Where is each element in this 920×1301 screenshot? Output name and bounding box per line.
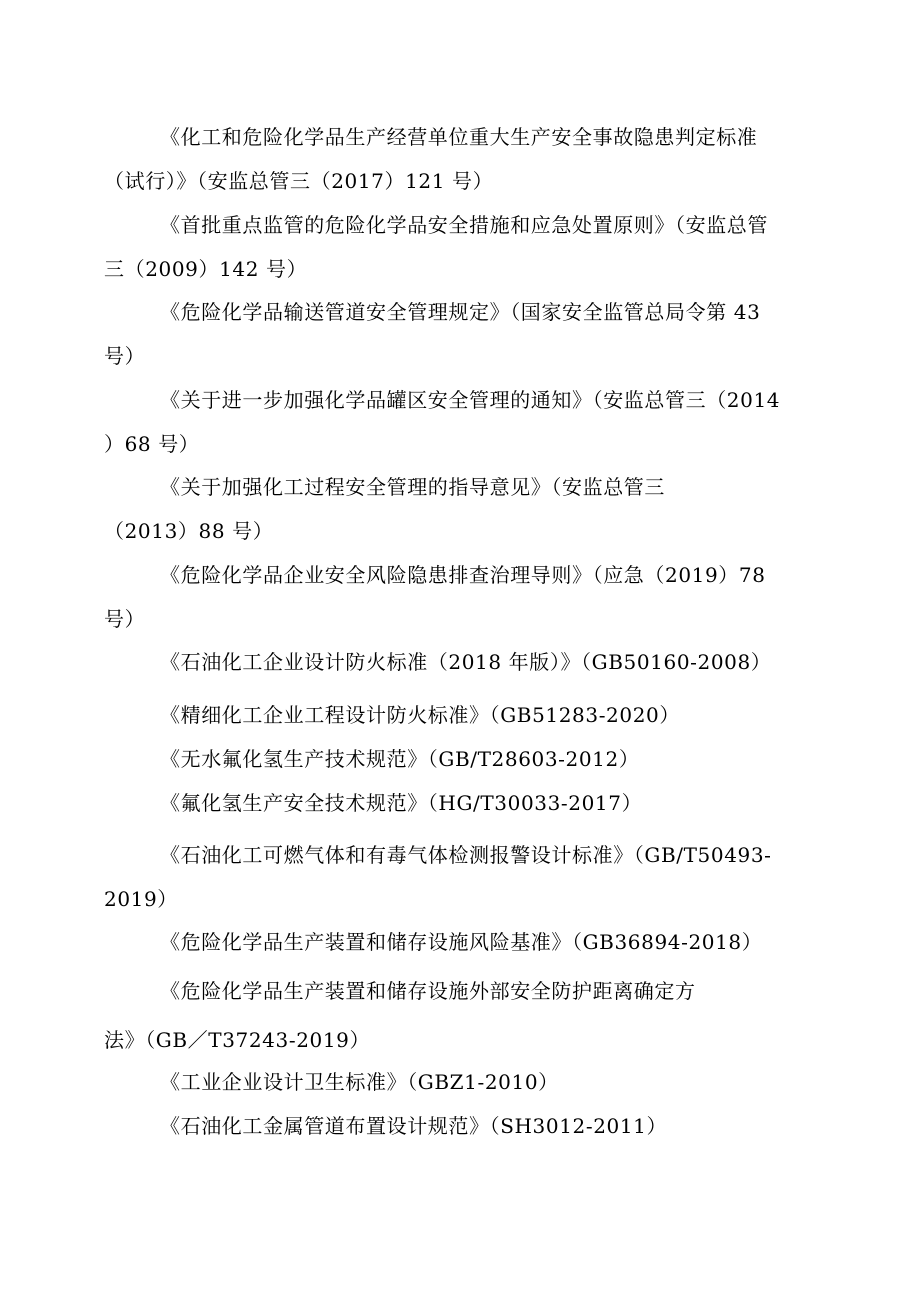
reference-line: 《石油化工企业设计防火标准（2018 年版）》（GB50160-2008）: [160, 650, 772, 674]
reference-line: 《氟化氢生产安全技术规范》（HG/T30033-2017）: [160, 791, 643, 815]
reference-line: （试行）》（安监总管三（2017）121 号）: [104, 169, 494, 193]
reference-line: 《危险化学品生产装置和储存设施外部安全防护距离确定方: [160, 979, 696, 1003]
reference-line: 号）: [104, 344, 146, 368]
reference-line: 《首批重点监管的危险化学品安全措施和应急处置原则》（安监总管: [160, 213, 768, 237]
reference-line: 《石油化工可燃气体和有毒气体检测报警设计标准》（GB/T50493-: [160, 843, 772, 867]
reference-line: 号）: [104, 607, 146, 631]
reference-line: 2019）: [104, 887, 178, 911]
reference-line: 《石油化工金属管道布置设计规范》（SH3012-2011）: [160, 1114, 668, 1138]
reference-line: 法》（GB／T37243-2019）: [104, 1028, 371, 1052]
reference-line: ）68 号）: [104, 432, 200, 456]
reference-line: （2013）88 号）: [104, 519, 274, 543]
reference-line: 《危险化学品企业安全风险隐患排查治理导则》（应急（2019）78: [160, 563, 766, 587]
reference-line: 《工业企业设计卫生标准》（GBZ1-2010）: [160, 1070, 559, 1094]
reference-line: 《化工和危险化学品生产经营单位重大生产安全事故隐患判定标准: [160, 125, 758, 149]
reference-line: 三（2009）142 号）: [104, 257, 308, 281]
reference-line: 《无水氟化氢生产技术规范》（GB/T28603-2012）: [160, 747, 640, 771]
reference-line: 《关于进一步加强化学品罐区安全管理的通知》（安监总管三（2014: [160, 388, 781, 412]
reference-line: 《精细化工企业工程设计防火标准》（GB51283-2020）: [160, 703, 680, 727]
reference-line: 《关于加强化工过程安全管理的指导意见》（安监总管三: [160, 475, 665, 499]
reference-line: 《危险化学品输送管道安全管理规定》（国家安全监管总局令第 43: [160, 300, 761, 324]
reference-line: 《危险化学品生产装置和储存设施风险基准》（GB36894-2018）: [160, 930, 763, 954]
